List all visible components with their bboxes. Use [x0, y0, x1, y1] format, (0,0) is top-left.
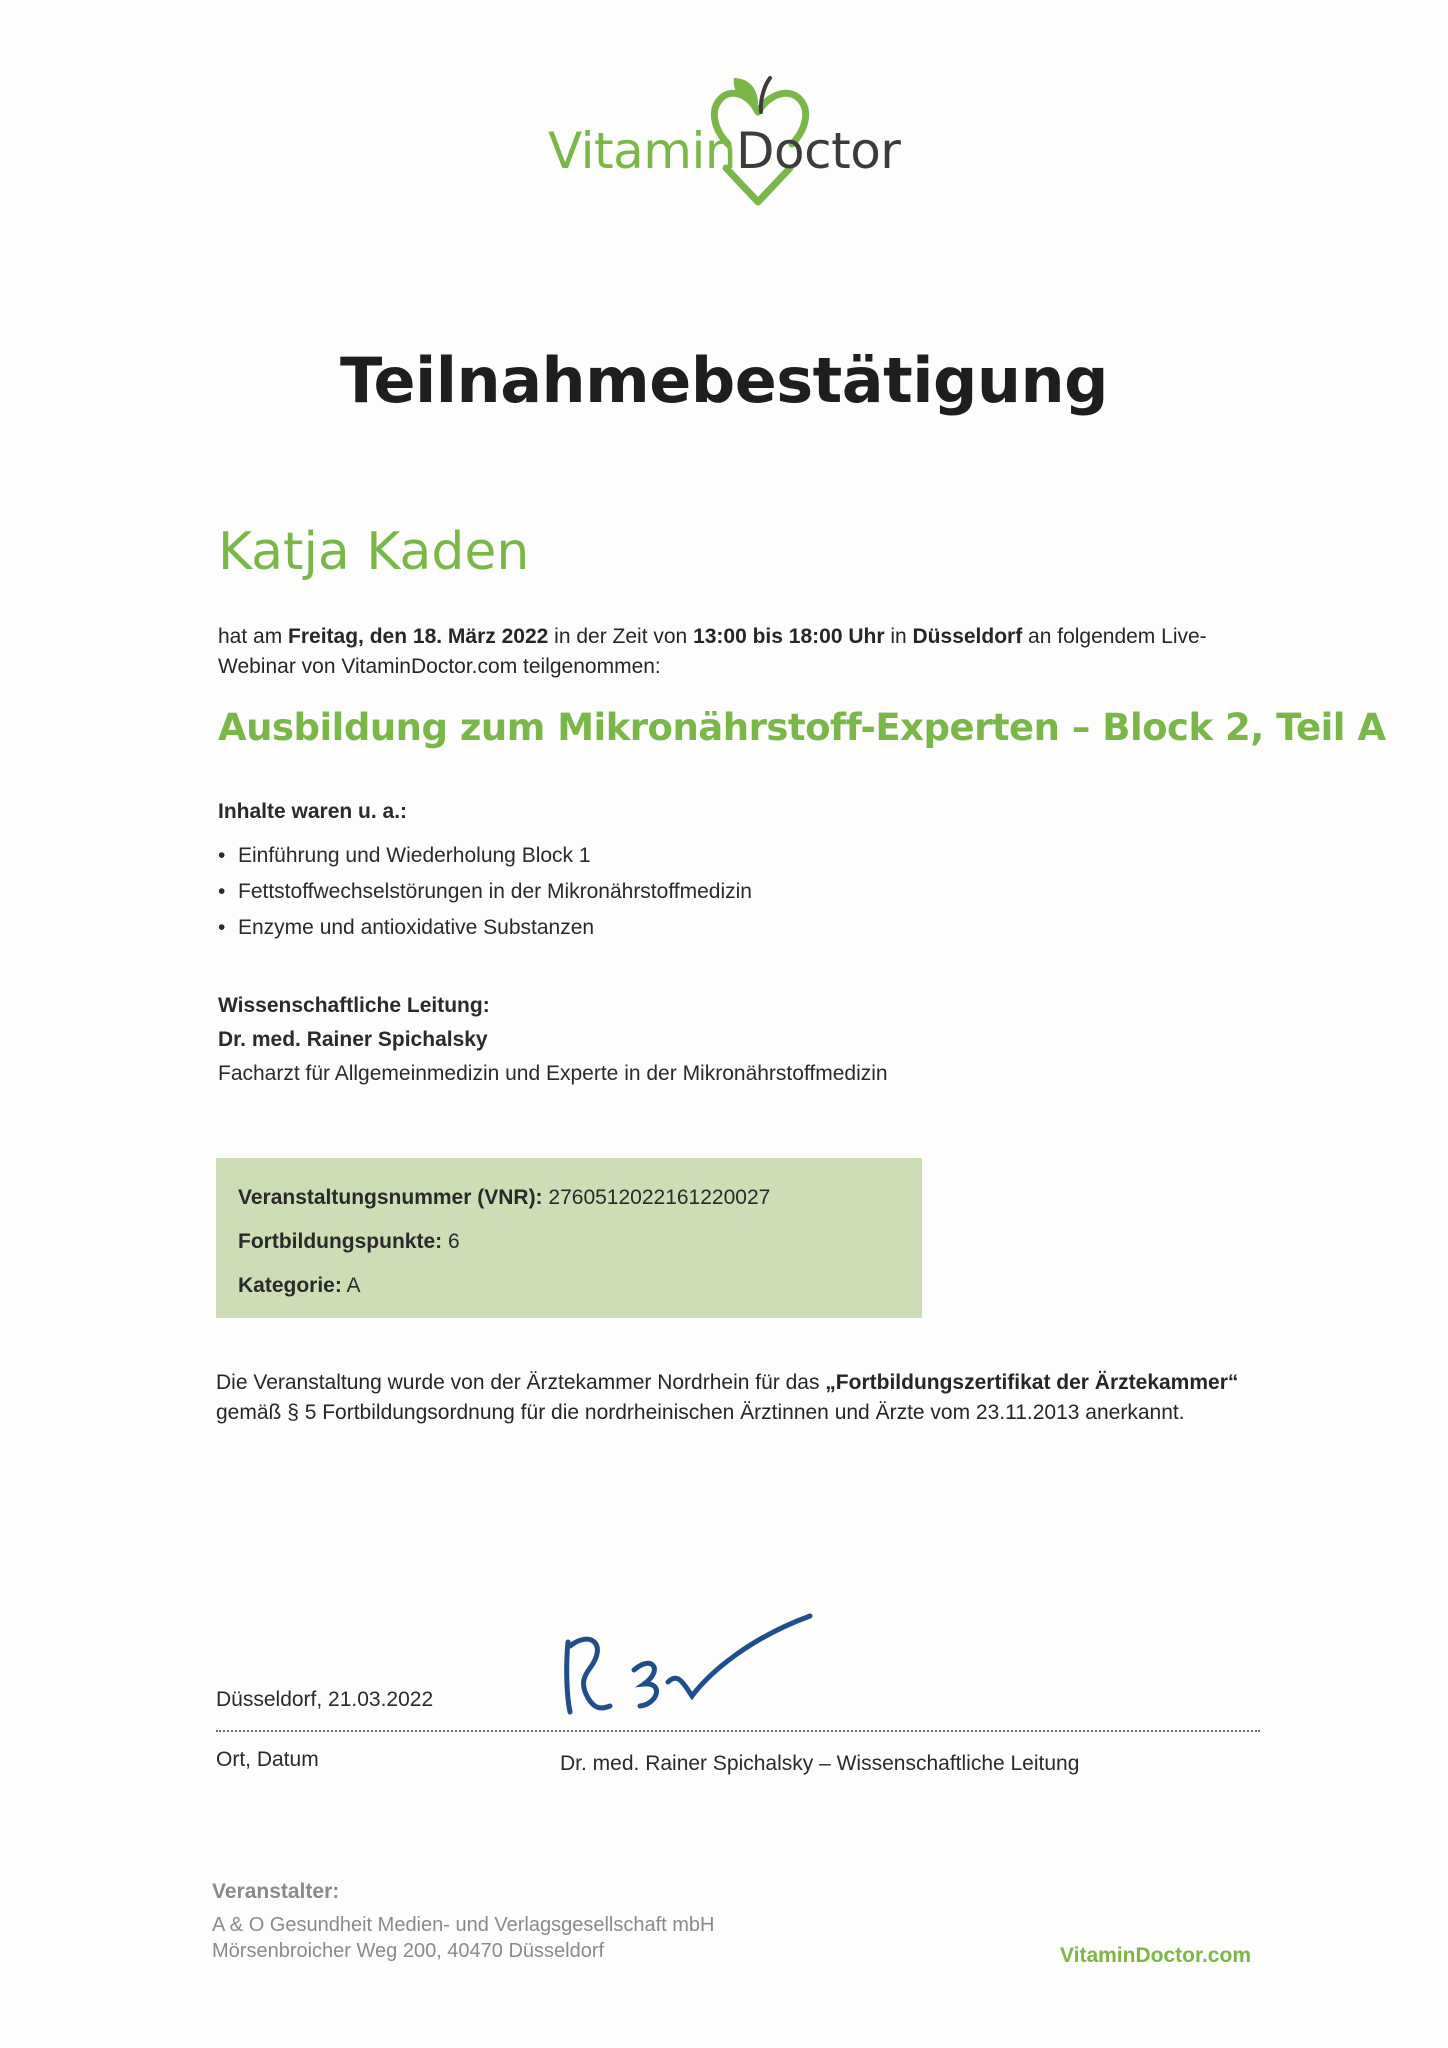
- organizer-heading: Veranstalter:: [212, 1880, 340, 1903]
- scientific-lead-name: Dr. med. Rainer Spichalsky: [218, 1028, 488, 1051]
- place-date: Düsseldorf, 21.03.2022: [216, 1688, 434, 1711]
- vitamindoctor-logo: [548, 72, 948, 222]
- points-value: 6: [447, 1230, 460, 1253]
- logo-wordmark: VitaminDoctor: [548, 122, 901, 180]
- list-item: • Fettstoffwechselstörungen in der Mikronährstoffmedizin: [218, 874, 752, 910]
- category-row: Kategorie: A: [238, 1274, 361, 1297]
- contents-list: [218, 838, 752, 946]
- event-info-box: [216, 1158, 922, 1318]
- event-time: 13:00 bis 18:00 Uhr: [693, 625, 885, 648]
- recognition-statement: Die Veranstaltung wurde von der Ärztekammer Nordrhein für das „Fortbildungszertifikat der Ärztekammer“ gemäß § 5 Fortbildungsordnung für die nordrheinischen Ärztinnen und Ärzte vom 23.11.2013 anerkannt.: [216, 1371, 1239, 1424]
- vnr-row: Veranstaltungsnummer (VNR): 2760512022161220027: [238, 1186, 771, 1209]
- organizer-address: Mörsenbroicher Weg 200, 40470 Düsseldorf: [212, 1940, 605, 1962]
- website-text: VitaminDoctor.com: [1060, 1944, 1251, 1967]
- list-item: • Enzyme und antioxidative Substanzen: [218, 910, 752, 946]
- signature-label: Dr. med. Rainer Spichalsky – Wissenschaftliche Leitung: [560, 1752, 1080, 1775]
- event-city: Düsseldorf: [912, 625, 1023, 648]
- attendance-statement: hat am Freitag, den 18. März 2022 in der Zeit von 13:00 bis 18:00 Uhr in Düsseldorf an folgendem Live-Webinar von VitaminDoctor.com teilgenommen:: [218, 625, 1207, 678]
- course-title: Ausbildung zum Mikronährstoff-Experten – Block 2, Teil A: [218, 706, 1386, 749]
- scientific-lead-heading: Wissenschaftliche Leitung:: [218, 994, 490, 1017]
- contents-heading: Inhalte waren u. a.:: [218, 800, 408, 823]
- page-title: Teilnahmebestätigung: [339, 344, 1109, 417]
- participant-name: Katja Kaden: [218, 522, 530, 582]
- place-date-label: Ort, Datum: [216, 1748, 319, 1771]
- points-row: Fortbildungspunkte: 6: [238, 1230, 460, 1253]
- signature-line: [216, 1730, 1260, 1732]
- organizer-name: A & O Gesundheit Medien- und Verlagsgesellschaft mbH: [212, 1914, 715, 1936]
- signature: [560, 1612, 820, 1722]
- list-item: • Einführung und Wiederholung Block 1: [218, 838, 752, 874]
- scientific-lead-role: Facharzt für Allgemeinmedizin und Experte in der Mikronährstoffmedizin: [218, 1062, 888, 1085]
- event-date: Freitag, den 18. März 2022: [288, 625, 549, 648]
- category-value: A: [346, 1274, 361, 1297]
- vnr-value: 2760512022161220027: [548, 1186, 771, 1209]
